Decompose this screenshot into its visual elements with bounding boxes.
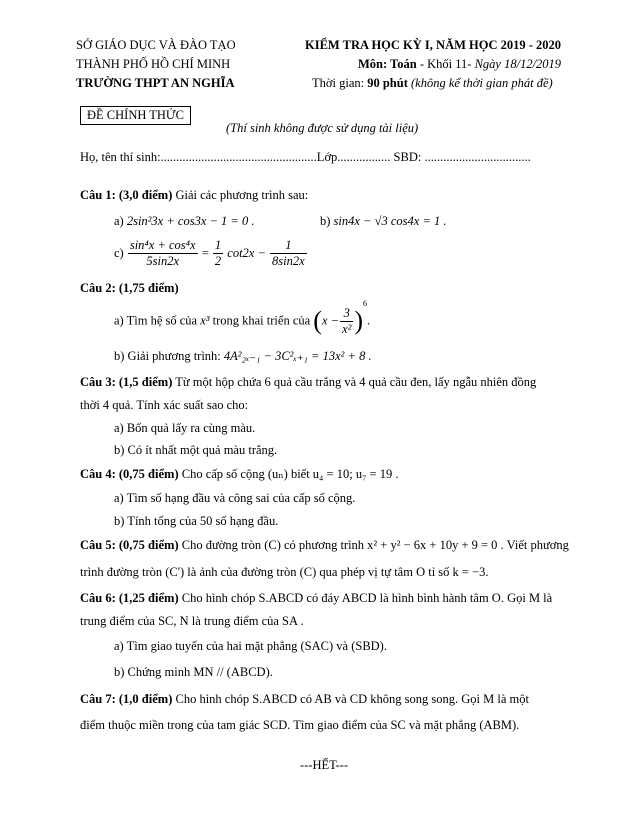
q6-text: Cho hình chóp S.ABCD có đáy ABCD là hình bình hành tâm O. Gọi M là — [178, 591, 553, 605]
q7-header — [80, 692, 529, 707]
q1-c-f3-den: 8sin2x — [272, 254, 305, 268]
q1-b-label: b) — [320, 214, 331, 228]
q2-a-paren-close: ) — [354, 306, 364, 336]
exam-title: KIỂM TRA HỌC KỲ I, NĂM HỌC 2019 - 2020 — [305, 38, 562, 52]
q2-a-text2: trong khai triển của — [212, 313, 311, 328]
dept-name: SỞ GIÁO DỤC VÀ ĐÀO TẠO — [76, 38, 236, 52]
q4-label: Câu 4: (0,75 điểm) — [80, 467, 179, 481]
q6-text2: trung điểm của SC, N là trung điểm của SA . — [80, 614, 304, 628]
q2-b-text: b) Giải phương trình: — [114, 349, 221, 363]
q2-b-math: 4A²₂ₓ₋₁ − 3C²ₓ₊₁ = 13x² + 8 . — [223, 349, 372, 363]
time-note: (không kể thời gian phát đề) — [407, 76, 553, 90]
q7-text: Cho hình chóp S.ABCD có AB và CD không song song. Gọi M là một — [172, 692, 529, 706]
q3-a: a) Bốn quả lấy ra cùng màu. — [114, 421, 256, 435]
grade-label: - Khối 11- — [416, 57, 475, 71]
exam-date: Ngày 18/12/2019 — [474, 57, 562, 71]
q2-a-power: 6 — [363, 299, 368, 308]
q6-a: a) Tìm giao tuyến của hai mặt phẳng (SAC) và (SBD). — [114, 639, 387, 653]
q6-label: Câu 6: (1,25 điểm) — [80, 591, 179, 605]
q2-label: Câu 2: (1,75 điểm) — [80, 281, 179, 295]
subject-label: Môn: Toán — [358, 57, 417, 71]
q3-header — [80, 375, 536, 390]
q1-b — [320, 214, 447, 229]
q3-b: b) Có ít nhất một quả màu trắng. — [114, 443, 278, 457]
q2-a-den: x² — [342, 321, 352, 336]
city-name: THÀNH PHỐ HỒ CHÍ MINH — [76, 57, 231, 71]
q7-label: Câu 7: (1,0 điểm) — [80, 692, 173, 706]
no-docs-note: (Thí sinh không được sử dụng tài liệu) — [226, 121, 419, 135]
q1-c-frac2 — [213, 238, 223, 269]
q3-label: Câu 3: (1,5 điểm) — [80, 375, 173, 389]
q2-a-num: 3 — [340, 306, 353, 322]
official-badge: ĐỀ CHÍNH THỨC — [80, 106, 191, 125]
q2-a-inner: x − — [321, 313, 340, 328]
q5-text: Cho đường tròn (C) có phương trình x² + y² − 6x + 10y + 9 = 0 . Viết phương — [178, 538, 569, 552]
q1-c — [114, 238, 308, 269]
q5-label: Câu 5: (0,75 điểm) — [80, 538, 179, 552]
q2-a-paren-open: ( — [313, 306, 322, 336]
q2-a-term: x³ — [200, 313, 210, 328]
q6-header — [80, 591, 552, 606]
q1-header — [80, 188, 308, 203]
q1-a-math: 2sin²3x + cos3x − 1 = 0 . — [126, 214, 255, 228]
q2-a-frac — [340, 306, 353, 337]
q1-a — [114, 214, 255, 229]
subject-line — [358, 57, 561, 72]
q1-c-eq: = — [201, 246, 209, 260]
q2-a — [114, 299, 371, 337]
q1-b-math: sin4x − √3 cos4x = 1 . — [333, 214, 447, 228]
q2-a-dot: . — [367, 313, 371, 328]
q1-a-label: a) — [114, 214, 124, 228]
q1-c-num: sin⁴x + cos⁴x — [129, 238, 196, 252]
q4-text: Cho cấp số cộng (uₙ) biết u₄ = 10; u₇ = 19 . — [178, 467, 399, 481]
q3-text2: thời 4 quả. Tính xác suất sao cho: — [80, 398, 249, 412]
end-marker: ---HẾT--- — [300, 758, 349, 772]
q2-a-text: a) Tìm hệ số của — [114, 313, 198, 328]
q1-c-f2-den: 2 — [214, 254, 222, 268]
q1-c-f2-num: 1 — [214, 238, 222, 252]
time-line — [312, 76, 553, 91]
q1-c-mid: cot2x − — [227, 246, 266, 260]
student-info-line: Họ, tên thí sinh:..................................................Lớp................. SBD: .................................. — [80, 150, 531, 164]
time-label: Thời gian: — [312, 76, 368, 90]
q7-text2: điểm thuộc miền trong của tam giác SCD. Tìm giao điểm của SC và mặt phẳng (ABM). — [80, 718, 520, 732]
q1-c-label: c) — [114, 246, 124, 260]
q4-b: b) Tính tổng của 50 số hạng đầu. — [114, 514, 279, 528]
q1-text: Giải các phương trình sau: — [172, 188, 309, 202]
q1-c-f3-num: 1 — [270, 238, 307, 254]
q4-header — [80, 466, 398, 482]
q5-text2: trình đường tròn (C') là ảnh của đường tròn (C) qua phép vị tự tâm O tỉ số k = −3. — [80, 565, 489, 579]
time-value: 90 phút — [367, 76, 408, 90]
q5-header — [80, 538, 569, 553]
q2-b — [114, 348, 372, 364]
q1-c-frac1 — [128, 238, 198, 269]
q3-text: Từ một hộp chứa 6 quả cầu trắng và 4 quả cầu đen, lấy ngẫu nhiên đồng — [172, 375, 537, 389]
school-name: TRƯỜNG THPT AN NGHĨA — [76, 76, 235, 90]
q1-c-frac3 — [270, 238, 307, 269]
q6-b: b) Chứng minh MN // (ABCD). — [114, 665, 273, 679]
q1-label: Câu 1: (3,0 điểm) — [80, 188, 173, 202]
q4-a: a) Tìm số hạng đầu và công sai của cấp số cộng. — [114, 491, 356, 505]
q1-c-den: 5sin2x — [146, 254, 180, 268]
